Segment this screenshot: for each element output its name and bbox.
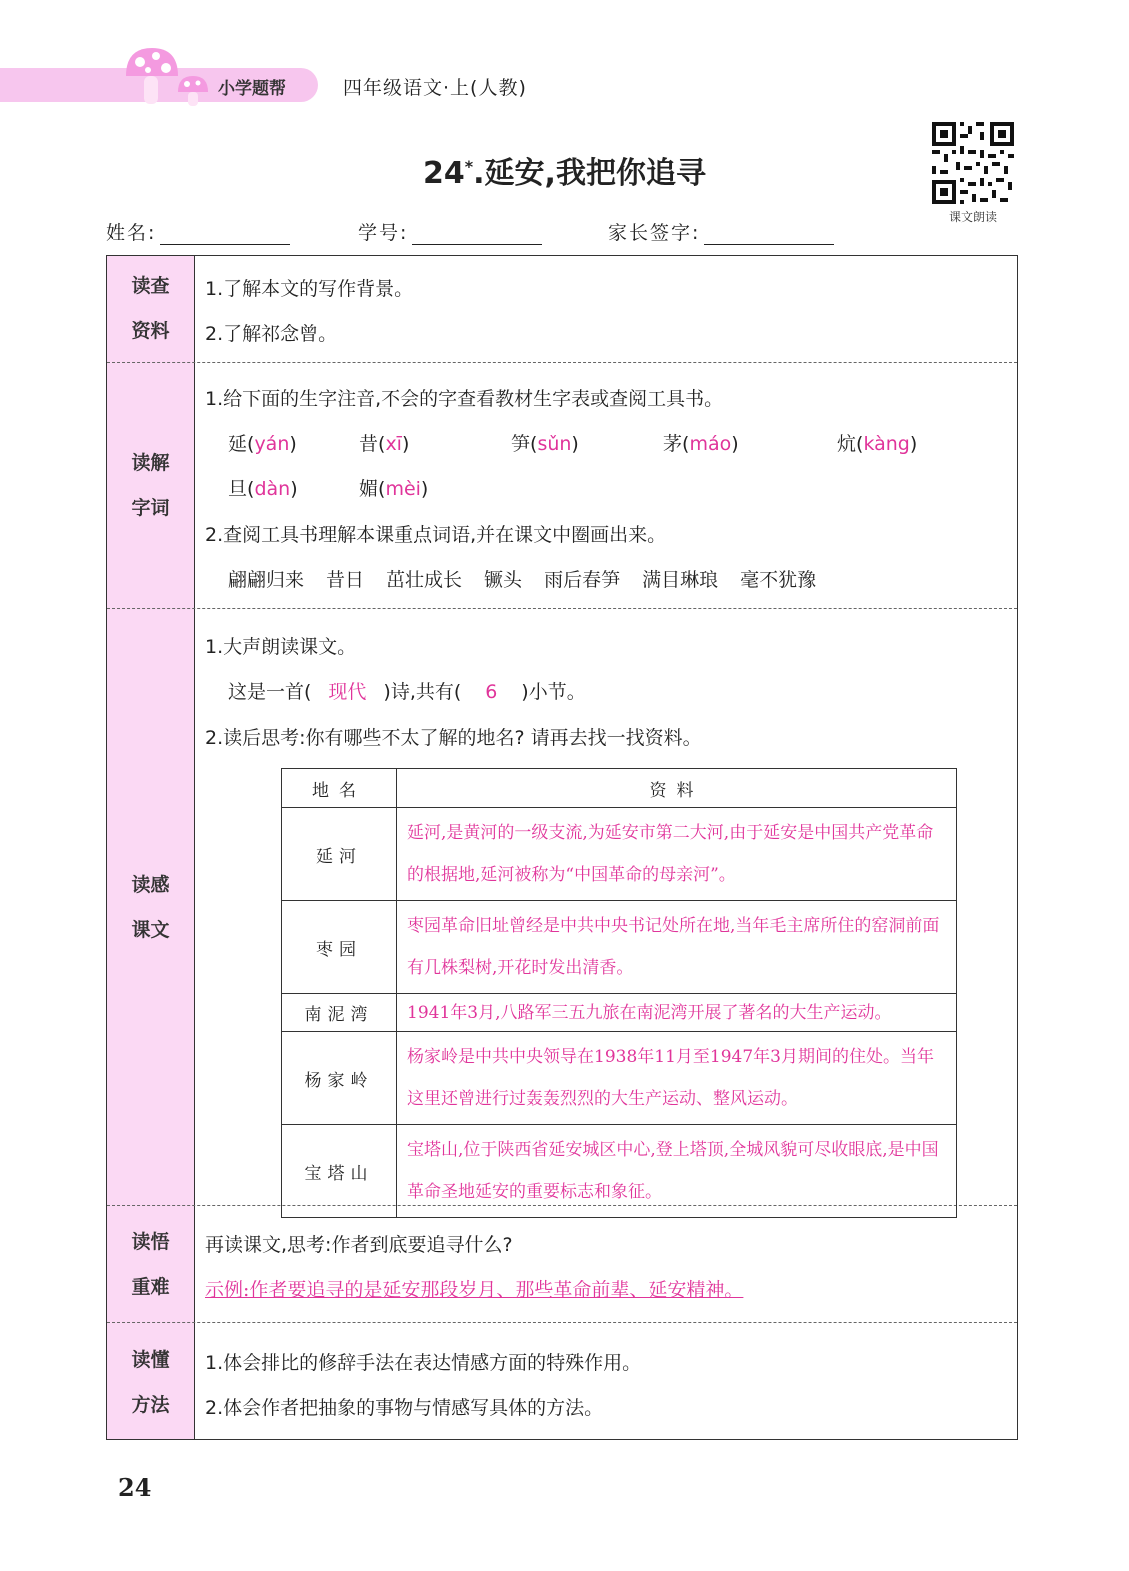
name-field[interactable] bbox=[106, 218, 290, 245]
qr-label: 课文朗读 bbox=[948, 210, 997, 224]
table-row bbox=[282, 808, 957, 901]
vocab-word: 翩翩归来 bbox=[228, 569, 305, 591]
place-info: 杨家岭是中共中央领导在1938年11月至1947年3月期间的住处。当年这里还曾进行过轰轰烈烈的大生产运动、整风运动。 bbox=[397, 1032, 957, 1125]
place-name: 南泥湾 bbox=[282, 994, 397, 1032]
worksheet-table bbox=[106, 255, 1018, 1440]
s5-line-1: 1.体会排比的修辞手法在表达情感方面的特殊作用。 bbox=[205, 1352, 642, 1374]
section-label: 课文 bbox=[131, 919, 170, 941]
s3-question-1: 1.大声朗读课文。 bbox=[205, 636, 357, 658]
char-item: 昔(xī) bbox=[359, 433, 410, 455]
s1-line-2: 2.了解祁念曾。 bbox=[205, 323, 338, 345]
table-row bbox=[282, 1032, 957, 1125]
section-label: 方法 bbox=[131, 1394, 170, 1416]
section-label: 读懂 bbox=[131, 1349, 170, 1371]
char-item: 笋(sǔn) bbox=[511, 433, 579, 455]
table-row bbox=[282, 994, 957, 1032]
page-number: 24 bbox=[118, 1473, 152, 1502]
char-item: 旦(dàn) bbox=[228, 478, 298, 500]
table-header: 地名 bbox=[282, 769, 397, 808]
s4-answer: 示例:作者要追寻的是延安那段岁月、那些革命前辈、延安精神。 bbox=[205, 1279, 744, 1301]
section-divider bbox=[107, 1322, 1017, 1323]
char-item: 茅(máo) bbox=[663, 433, 739, 455]
char-item: 媚(mèi) bbox=[359, 478, 429, 500]
section-label: 读悟 bbox=[131, 1231, 170, 1253]
section-label: 读查 bbox=[131, 275, 170, 297]
vocab-list bbox=[228, 565, 838, 592]
parent-sign-field[interactable] bbox=[608, 218, 834, 245]
student-id-field[interactable] bbox=[358, 218, 542, 245]
place-name: 延河 bbox=[282, 808, 397, 901]
mushroom-small-icon bbox=[176, 74, 210, 108]
place-name: 宝塔山 bbox=[282, 1125, 397, 1218]
section-label: 资料 bbox=[131, 320, 170, 342]
place-name: 枣园 bbox=[282, 901, 397, 994]
name-label: 姓名: bbox=[106, 222, 157, 244]
qr-code-icon[interactable] bbox=[930, 120, 1016, 206]
section-divider bbox=[107, 608, 1017, 609]
vocab-word: 雨后春笋 bbox=[544, 569, 621, 591]
s5-line-2: 2.体会作者把抽象的事物与情感写具体的方法。 bbox=[205, 1397, 604, 1419]
section-label: 读解 bbox=[131, 452, 170, 474]
place-name: 杨家岭 bbox=[282, 1032, 397, 1125]
section-label: 读感 bbox=[131, 874, 170, 896]
vocab-word: 茁壮成长 bbox=[386, 569, 463, 591]
vocab-word: 镢头 bbox=[484, 569, 523, 591]
places-table bbox=[281, 768, 957, 1218]
char-item: 延(yán) bbox=[228, 433, 297, 455]
table-row bbox=[282, 1125, 957, 1218]
vocab-word: 昔日 bbox=[326, 569, 365, 591]
s3-poem-line: 这是一首( 现代 )诗,共有( 6 )小节。 bbox=[228, 681, 586, 703]
section-divider bbox=[107, 362, 1017, 363]
lesson-number: 24 bbox=[423, 156, 465, 191]
table-header: 资料 bbox=[397, 769, 957, 808]
table-row bbox=[282, 901, 957, 994]
s2-question-2: 2.查阅工具书理解本课重点词语,并在课文中圈画出来。 bbox=[205, 524, 667, 546]
s3-question-2: 2.读后思考:你有哪些不太了解的地名? 请再去找一找资料。 bbox=[205, 727, 702, 749]
place-info: 延河,是黄河的一级支流,为延安市第二大河,由于延安是中国共产党革命的根据地,延河被称为“中国革命的母亲河”。 bbox=[397, 808, 957, 901]
s2-question-1: 1.给下面的生字注音,不会的字查看教材生字表或查阅工具书。 bbox=[205, 388, 724, 410]
brand-name: 小学题帮 bbox=[218, 79, 286, 99]
place-info: 枣园革命旧址曾经是中共中央书记处所在地,当年毛主席所住的窑洞前面有几株梨树,开花时发出清香。 bbox=[397, 901, 957, 994]
place-info: 1941年3月,八路军三五九旅在南泥湾开展了著名的大生产运动。 bbox=[397, 994, 957, 1032]
section-label: 字词 bbox=[131, 497, 170, 519]
vocab-word: 满目琳琅 bbox=[642, 569, 719, 591]
student-id-label: 学号: bbox=[358, 222, 409, 244]
lesson-title-text: .延安,我把你追寻 bbox=[473, 156, 706, 191]
char-item: 炕(kàng) bbox=[837, 433, 918, 455]
s4-question: 再读课文,思考:作者到底要追寻什么? bbox=[205, 1234, 513, 1256]
vocab-word: 毫不犹豫 bbox=[740, 569, 817, 591]
subject-label: 四年级语文·上(人教) bbox=[343, 77, 527, 99]
section-label: 重难 bbox=[131, 1276, 170, 1298]
place-info: 宝塔山,位于陕西省延安城区中心,登上塔顶,全城风貌可尽收眼底,是中国革命圣地延安的重要标志和象征。 bbox=[397, 1125, 957, 1218]
parent-sign-label: 家长签字: bbox=[608, 222, 701, 244]
s1-line-1: 1.了解本文的写作背景。 bbox=[205, 278, 414, 300]
mushroom-logo-icon bbox=[122, 44, 182, 108]
lesson-star: * bbox=[464, 157, 474, 176]
